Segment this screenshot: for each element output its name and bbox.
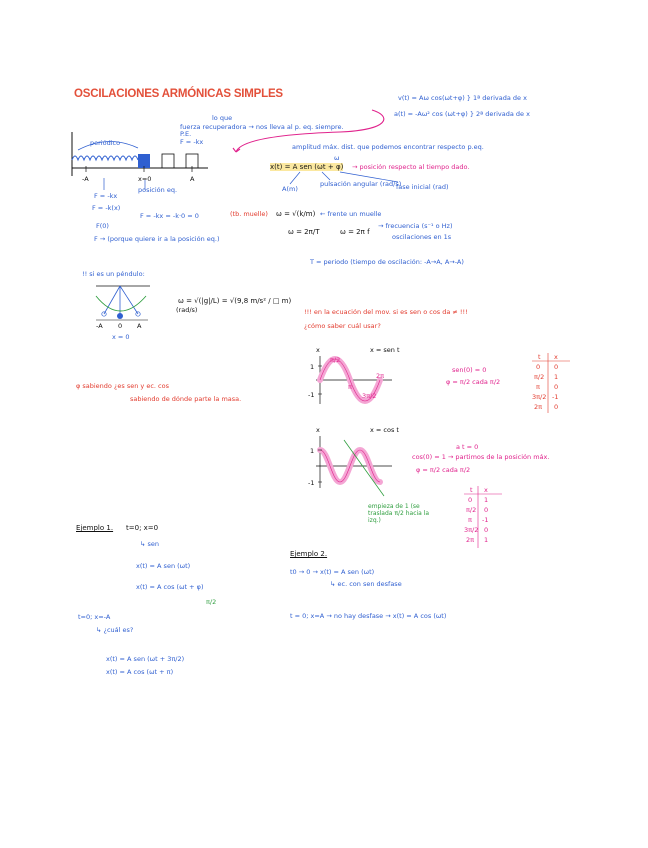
ejemplo1-sen: ↳ sen <box>140 540 160 548</box>
pendulo-rad-s: (rad/s) <box>176 306 198 314</box>
ejemplo1-eq4: x(t) = A cos (ωt + π) <box>106 668 174 676</box>
ejemplo1-pi2: π/2 <box>206 598 217 606</box>
ejemplo1-eq-cos: x(t) = A cos (ωt + φ) <box>136 583 204 591</box>
a-m-label: A(m) <box>282 185 298 193</box>
cos-table-row-t: π/2 <box>466 506 477 514</box>
velocity-equation: v(t) = Aω cos(ωt+φ) } 1ª derivada de x <box>398 94 527 102</box>
cos-note-t0: a t = 0 <box>456 443 479 451</box>
red-note-ecuacion-1: !!! en la ecuación del mov. si es sen o cos da ≠ !!! <box>304 308 468 316</box>
f-zero: F = -kx = -k·0 = 0 <box>140 212 199 220</box>
cos-desfase-note: empieza de 1 (se traslada π/2 hacia la izq.) <box>368 503 430 524</box>
omega-label: ω <box>334 154 340 162</box>
sen-table-row-t: 2π <box>534 403 543 411</box>
sen-pi2: π/2 <box>330 356 341 364</box>
oscilaciones-note: oscilaciones en 1s <box>392 233 452 241</box>
sen-table-row-t: 0 <box>536 363 541 371</box>
omega-sqrt-km: ω = √(k/m) <box>276 210 316 218</box>
ejemplo2-line1: t0 → 0 → x(t) = A sen (ωt) <box>290 568 375 576</box>
sen-table-row-x: 0 <box>554 403 559 411</box>
pos-eq-label: P.E. <box>180 130 192 138</box>
ejemplo2-line3: t = 0; x=A → no hay desfase → x(t) = A cos (ωt) <box>290 612 447 620</box>
f-kx-paren: F = -k(x) <box>92 204 121 212</box>
omega-2pi-t: ω = 2π/T <box>288 228 320 236</box>
ejemplo2-line2: ↳ ec. con sen desfase <box>330 580 402 588</box>
ejemplo1-eq3: x(t) = A sen (ωt + 3π/2) <box>106 655 185 663</box>
pend-axis-a: A <box>137 322 142 330</box>
cos-table-row-x: 0 <box>484 526 489 534</box>
pend-axis-minus-a: -A <box>96 322 103 330</box>
cos-table-row-t: 0 <box>468 496 473 504</box>
cos-phi-note: φ = π/2 cada π/2 <box>416 466 471 474</box>
cos-table-row-t: 2π <box>466 536 475 544</box>
cos-y-top: 1 <box>310 447 315 455</box>
cos-x-label: x <box>316 426 320 434</box>
red-note-ecuacion-2: ¿cómo saber cuál usar? <box>304 322 381 330</box>
frente-muelle: ← frente un muelle <box>320 210 382 218</box>
sen-table-row-x: 0 <box>554 363 559 371</box>
cos-note: cos(0) = 1 → partimos de la posición máx. <box>412 453 550 461</box>
cos-table-row-x: 1 <box>484 496 489 504</box>
main-equation: x(t) = A sen (ωt + φ) <box>270 163 344 171</box>
sen-y-bottom: -1 <box>308 391 315 399</box>
axis-a: A <box>190 175 195 183</box>
sen-y-top: 1 <box>310 363 315 371</box>
cos-eq: x = cos t <box>370 426 399 434</box>
sen-eq: x = sen t <box>370 346 400 354</box>
sen-3pi2: 3π/2 <box>362 392 377 400</box>
cos-table-row-t: 3π/2 <box>464 526 479 534</box>
cos-table-row-x: 1 <box>484 536 489 544</box>
ejemplo2-heading: Ejemplo 2. <box>290 550 328 558</box>
omega-2pi-f: ω = 2π f <box>340 228 370 236</box>
sen-table-row-x: 1 <box>554 373 559 381</box>
fuerza-label-b: fuerza recuperadora → nos lleva al p. eq. siempre. <box>180 123 344 131</box>
axis-x0: x=0 <box>138 175 152 183</box>
cos-y-bottom: -1 <box>308 479 315 487</box>
pend-x-zero: x = 0 <box>112 333 130 341</box>
red-note-phi-1: φ sabiendo ¿es sen y ec. cos <box>76 382 169 390</box>
acceleration-equation: a(t) = -Aω² cos (ωt+φ) } 2ª derivada de x <box>394 110 530 118</box>
pendulo-heading: !! si es un péndulo: <box>82 270 145 278</box>
pulsacion-label: pulsación angular (rad/s) <box>320 180 402 188</box>
cos-table-row-x: 0 <box>484 506 489 514</box>
pendulo-omega: ω = √(|g|/L) = √(9,8 m/s² / □ m) <box>178 297 292 305</box>
sen-table-row-x: -1 <box>552 393 559 401</box>
sen-note: sen(0) = 0 <box>452 366 487 374</box>
sen-table-row-t: π/2 <box>534 373 545 381</box>
sen-table-row-t: 3π/2 <box>532 393 547 401</box>
sen-table-header-x: x <box>554 353 558 361</box>
red-note-phi-2: sabiendo de dónde parte la masa. <box>130 395 242 403</box>
f-kx-top: F = -kx <box>180 138 204 146</box>
periodico-label: periódico <box>90 139 121 147</box>
cos-table-row-x: -1 <box>482 516 489 524</box>
sen-2pi: 2π <box>376 372 385 380</box>
fuerza-label-a: lo que <box>212 114 233 122</box>
frecuencia-note: → frecuencia (s⁻¹ o Hz) <box>378 222 453 230</box>
sen-x-label: x <box>316 346 320 354</box>
fase-label: fase inicial (rad) <box>396 183 449 191</box>
pend-axis-zero: 0 <box>118 322 123 330</box>
periodo-note: T = periodo (tiempo de oscilación: -A→A, A→-A) <box>310 258 464 266</box>
sen-phi-note: φ = π/2 cada π/2 <box>446 378 501 386</box>
cos-table-header-x: x <box>484 486 488 494</box>
cos-table-header-t: t <box>470 486 473 494</box>
tb-muelle: (tb. muelle) <box>230 210 268 218</box>
ejemplo1-cual: ↳ ¿cuál es? <box>96 626 134 634</box>
sen-pi: π <box>348 383 352 391</box>
amplitud-note: amplitud máx. dist. que podemos encontrar respecto p.eq. <box>292 143 484 151</box>
ejemplo1-heading: Ejemplo 1. <box>76 524 114 532</box>
ejemplo1-cond: t=0; x=0 <box>126 524 159 532</box>
ejemplo1-cond2: t=0; x=-A <box>78 613 111 621</box>
f-kx-eq: F = -kx <box>94 192 118 200</box>
posicion-eq: posición eq. <box>138 186 178 194</box>
axis-minus-a: -A <box>82 175 89 183</box>
f-note: F → (porque quiere ir a la posición eq.) <box>94 235 220 243</box>
sen-table-row-t: π <box>536 383 540 391</box>
sen-table-row-x: 0 <box>554 383 559 391</box>
sen-table-header-t: t <box>538 353 541 361</box>
posicion-note: → posición respecto al tiempo dado. <box>352 163 470 171</box>
cos-table-row-t: π <box>468 516 472 524</box>
f0-label: F(0) <box>96 222 109 230</box>
page-title: OSCILACIONES ARMÓNICAS SIMPLES <box>74 88 283 100</box>
ejemplo1-eq-sen: x(t) = A sen (ωt) <box>136 562 191 570</box>
